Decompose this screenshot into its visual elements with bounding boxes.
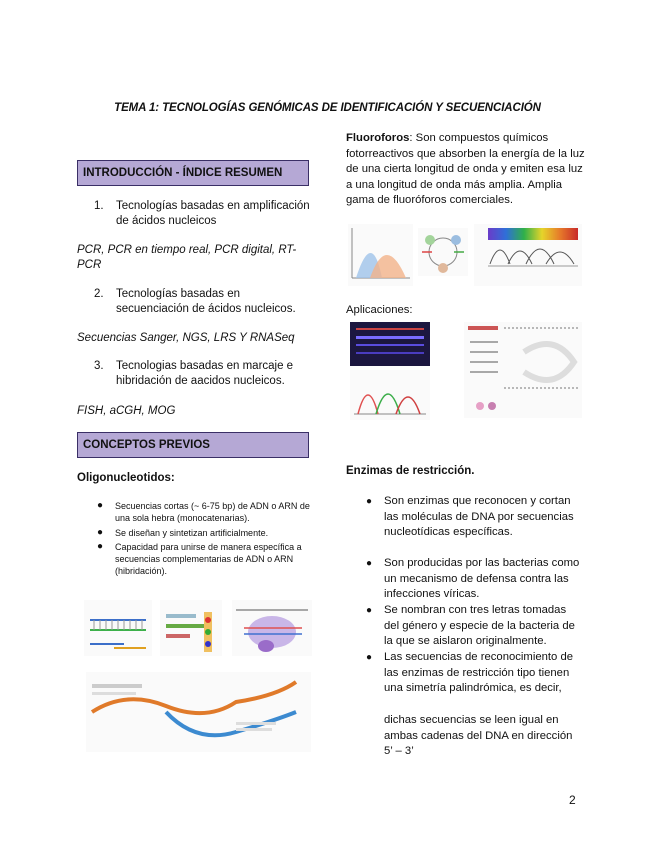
oligo-figure-1 — [84, 600, 152, 656]
oligo-bullet-text: Se diseñan y sintetizan artificialmente. — [115, 528, 269, 538]
sequencing-diagram-figure — [464, 322, 582, 418]
index-item-1 — [94, 199, 324, 231]
index-item-text: Tecnologias basadas en marcaje e hibridación de aacidos nucleicos. — [116, 360, 294, 387]
jablonski-figure — [418, 228, 468, 276]
applications-label: Aplicaciones: — [346, 304, 413, 316]
fluorophores-definition: : Son compuestos químicos fotorreactivos que absorben la energía de la luz de una cierta longitud de onda y emiten esa luz a una longitud de onda más amplia. Amplia gama de fluoróforos comerciales. — [346, 132, 585, 206]
oligo-bullet-text: Secuencias cortas (~ 6-75 bp) de ADN o ARN de una sola hebra (monocatenarias). — [115, 501, 310, 523]
enzyme-bullet-text: Se nombran con tres letras tomadas del género y especie de la bacteria de la que se aislaron originalmente. — [384, 604, 575, 647]
index-item-number: 3. — [94, 360, 104, 372]
index-item-text: Tecnologías basadas en secuenciación de ácidos nucleicos. — [116, 288, 296, 315]
bullet-icon: ● — [366, 605, 373, 616]
enzyme-bullet — [366, 650, 580, 712]
bullet-icon: ● — [97, 500, 104, 511]
enzyme-bullet-continuation: dichas secuencias se leen igual en ambas cadenas del DNA en dirección 5’ – 3’ — [384, 714, 573, 757]
bullet-icon: ● — [97, 541, 104, 552]
fluorophores-term: Fluoroforos — [346, 132, 410, 144]
index-item-number: 1. — [94, 200, 104, 212]
bullet-icon: ● — [366, 652, 373, 663]
index-item-3 — [94, 359, 324, 391]
example-line-1: PCR, PCR en tiempo real, PCR digital, RT-PCR — [77, 244, 297, 271]
concepts-section-header — [77, 432, 309, 458]
fluorophores-paragraph — [346, 131, 586, 209]
intro-header-label: INTRODUCCIÓN - ÍNDICE RESUMEN — [83, 167, 283, 179]
enzyme-bullet — [366, 556, 580, 602]
bullet-icon: ● — [366, 496, 373, 507]
bullet-icon: ● — [366, 558, 373, 569]
hairpin-figure — [86, 672, 311, 752]
oligo-figure-3 — [232, 600, 312, 656]
oligo-heading: Oligonucleotidos: — [77, 472, 175, 484]
enzymes-heading: Enzimas de restricción. — [346, 465, 475, 477]
oligo-bullet — [97, 527, 312, 540]
gel-figure — [350, 322, 430, 366]
fluorophore-palette-figure — [474, 224, 582, 286]
concepts-header-label: CONCEPTOS PREVIOS — [83, 439, 210, 451]
enzyme-bullet-text: Las secuencias de reconocimiento de las enzimas de restricción tipo tienen una simetría palindrómica, es decir, — [384, 651, 574, 694]
example-line-2: Secuencias Sanger, NGS, LRS Y RNASeq — [77, 332, 295, 344]
oligo-bullet — [97, 500, 312, 526]
enzyme-bullet-text: Son producidas por las bacterias como un mecanismo de defensa contra las infecciones víricas. — [384, 557, 580, 600]
index-item-2 — [94, 287, 324, 319]
intro-section-header — [77, 160, 309, 186]
oligo-figure-2 — [160, 600, 222, 656]
oligo-bullet — [97, 541, 312, 579]
page-title: TEMA 1: TECNOLOGÍAS GENÓMICAS DE IDENTIFICACIÓN Y SECUENCIACIÓN — [114, 102, 541, 114]
qpcr-curves-figure — [350, 370, 430, 420]
index-item-text: Tecnologías basadas en amplificación de ácidos nucleicos — [116, 200, 310, 227]
enzyme-bullet — [366, 603, 580, 649]
enzyme-bullet-text: Son enzimas que reconocen y cortan las moléculas de DNA por secuencias nucleotídicas específicas. — [384, 495, 574, 538]
enzyme-bullet — [366, 494, 580, 556]
bullet-icon: ● — [97, 527, 104, 538]
page-number: 2 — [569, 793, 576, 807]
example-line-3: FISH, aCGH, MOG — [77, 405, 176, 417]
index-item-number: 2. — [94, 288, 104, 300]
oligo-bullet-text: Capacidad para unirse de manera específica a secuencias complementarias de ADN o ARN (hibridación). — [115, 542, 302, 576]
spectra-figure — [348, 224, 413, 286]
